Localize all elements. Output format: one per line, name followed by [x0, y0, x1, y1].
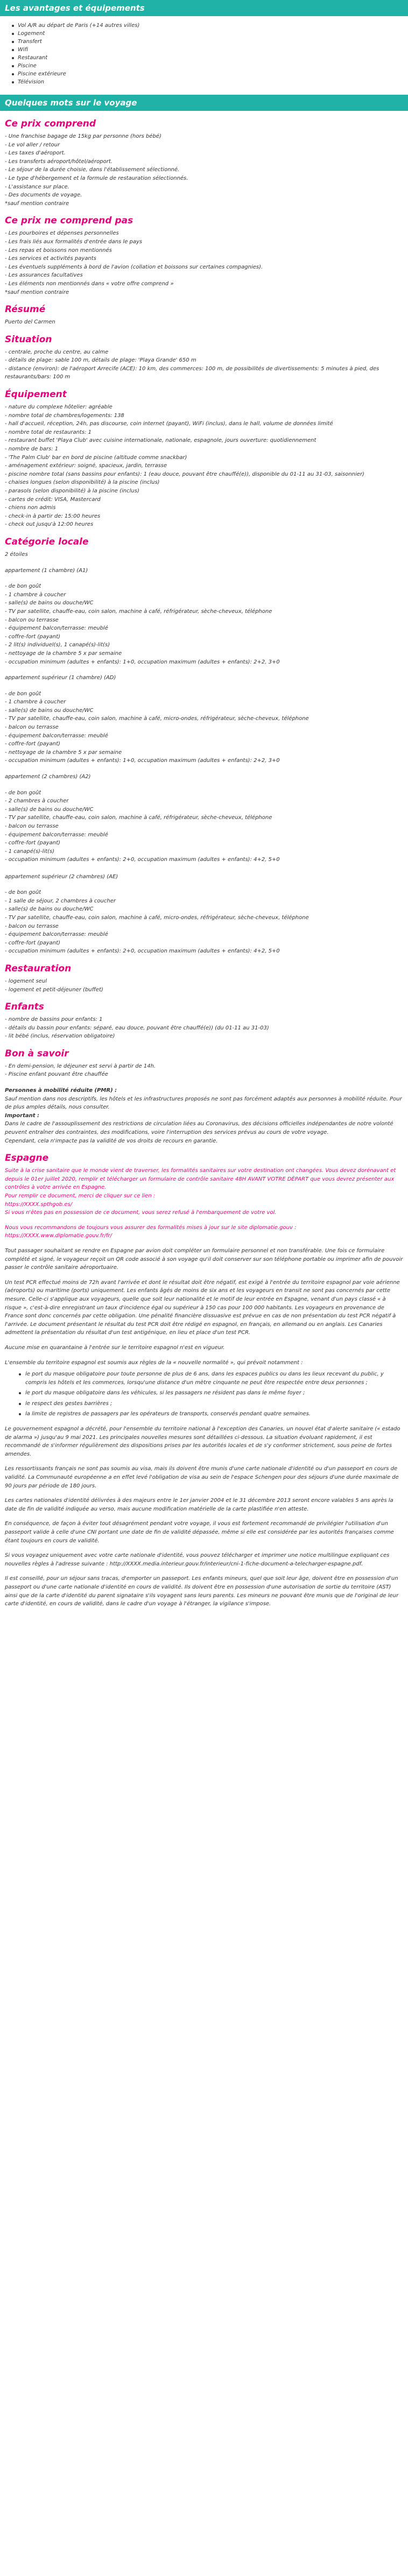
room-line: - équipement balcon/terrasse: meublé — [5, 625, 108, 632]
room-line: - coffre-fort (payant) — [5, 840, 60, 846]
room-line: - salle(s) de bains ou douche/WC — [5, 906, 94, 913]
espagne-title: Espagne — [5, 1153, 49, 1164]
room-line: - salle(s) de bains ou douche/WC — [5, 707, 94, 714]
equipement-line: - check-in à partir de: 15:00 heures — [5, 513, 101, 519]
room-block — [5, 674, 403, 765]
room-line: - équipement balcon/terrasse: meublé — [5, 931, 108, 938]
equipement-line: - restaurant buffet 'Playa Club' avec cuisine internationale, nationale, espagnole, jours ouverture: quotidiennement — [5, 437, 316, 444]
avantage-item: Piscine — [12, 62, 408, 70]
espagne-p1: Tout passager souhaitant se rendre en Espagne par avion doit compléter un formulaire personnel et non transférable. Une fois ce formulaire complété et signé, le voyageur reçoit un QR code associé à son voyage qu'il doit conserver sur son téléphone portable ou imprimer afin de pouvoir passer le contrôle sanitaire aéroportuaire. — [5, 1247, 403, 1271]
enfants-line: - lit bébé (inclus, réservation obligatoire) — [5, 1033, 115, 1040]
restauration-line: - logement et petit-déjeuner (buffet) — [5, 986, 103, 993]
room-line: - balcon ou terrasse — [5, 724, 59, 731]
room-line: - salle(s) de bains ou douche/WC — [5, 806, 94, 813]
avantage-item: Piscine extérieure — [12, 70, 408, 78]
rooms-list — [5, 567, 403, 956]
room-line: - 1 salle de séjour, 2 chambres à coucher — [5, 898, 116, 904]
equipement-line: - aménagement extérieur: soigné, spacieux, jardin, terrasse — [5, 463, 167, 469]
espagne-rule-item: le respect des gestes barrières ; — [19, 1400, 403, 1408]
room-line: - occupation minimum (adultes + enfants): 2+0, occupation maximum (adultes + enfants): 4+2, 5+0 — [5, 948, 280, 955]
room-line: - de bon goût — [5, 789, 41, 796]
prix-ne-comprend-line: - Les services et activités payants — [5, 256, 96, 262]
room-heading: appartement (2 chambres) (A2) — [5, 774, 91, 780]
room-line: - occupation minimum (adultes + enfants): 1+0, occupation maximum (adultes + enfants): 2+2, 3+0 — [5, 659, 280, 665]
prix-comprend-line: - Le vol aller / retour — [5, 142, 60, 148]
room-line: - nettoyage de la chambre 5 x par semaine — [5, 650, 122, 657]
situation-lines — [5, 348, 403, 382]
room-block — [5, 888, 403, 956]
enfants-line: - nombre de bassins pour enfants: 1 — [5, 1017, 103, 1023]
equipement-line: - 'The Palm Club' bar en bord de piscine (altitude comme snackbar) — [5, 454, 187, 461]
enfants-line: - détails du bassin pour enfants: séparé, eau douce, pouvant être chauffé(e)) (du 01-11 au 31-03) — [5, 1025, 269, 1031]
avantages-header — [0, 0, 408, 16]
room-heading: appartement supérieur (1 chambre) (AD) — [5, 675, 116, 681]
room-line: - occupation minimum (adultes + enfants): 2+0, occupation maximum (adultes + enfants): 4+2, 5+0 — [5, 857, 280, 863]
espagne-p2: Un test PCR effectué moins de 72h avant l'arrivée et dont le résultat doit être négatif, est exigé à l'entrée du territoire espagnol par voie aérienne (aéroports) ou maritime (ports) uniquement. Les enfants âgés de moins de six ans et les voyageurs en transit ne sont pas concernés par cette mesure. Celle-ci s'applique aux voyageurs, quelle que soit leur nationalité et le motif de leur entrée en Espagne, venant d'un pays classé « à risque », c'est-à-dire enregistrant un taux d'incidence égal ou supérieur à 150 cas pour 100 000 habitants. Les voyageurs en provenance de France sont donc concernés par cette obligation. Une pénalité financière dissuasive est prévue en cas de non présentation du test PCR négatif à l'arrivée. Le document présentant le résultat du test PCR doit être rédigé en espagnol, en français, en allemand ou en anglais. Les Canaries admettent la présentation du résultat d'un test antigénique, en lieu et place d'un test PCR. — [5, 1279, 400, 1336]
prix-ne-comprend-title: Ce prix ne comprend pas — [5, 215, 133, 227]
avantage-item: Télévision — [12, 78, 408, 86]
espagne-p8: En conséquence, de façon à éviter tout désagrément pendant votre voyage, il vous est fortement recommandé de privilégier l'utilisation d'un passeport valide à celle d'une CNI portant une date de fin de validité dépassée, même si elle est considérée par les autorités françaises comme étant toujours en cours de validité. — [5, 1521, 394, 1544]
room-line: - de bon goût — [5, 583, 41, 590]
restauration-title: Restauration — [5, 963, 72, 974]
important-text-2: Cependant, cela n'impacte pas la validité de vos droits de recours en garantie. — [5, 1138, 218, 1144]
categorie-line: 2 étoiles — [5, 551, 28, 557]
room-line: appartement supérieur (2 chambres) (AE) — [5, 873, 118, 880]
prix-comprend-line: - Des documents de voyage. — [5, 192, 82, 199]
room-line: - TV par satellite, chauffe-eau, coin salon, machine à café, micro-ondes, réfrigérateur, sèche-cheveux, téléphone — [5, 914, 309, 921]
room-line: - 1 chambre à coucher — [5, 699, 66, 705]
room-heading: appartement (1 chambre) (A1) — [5, 567, 88, 574]
avantages-section — [0, 16, 408, 95]
restauration-line: - logement seul — [5, 978, 47, 984]
room-line: - TV par satellite, chauffe-eau, coin salon, machine à café, micro-ondes, réfrigérateur, sèche-cheveux, téléphone — [5, 716, 309, 722]
espagne-p4: L'ensemble du territoire espagnol est soumis aux règles de la « nouvelle normalité », qui prévoit notamment : — [5, 1359, 303, 1366]
situation-line: - centrale, proche du centre, au calme — [5, 349, 109, 355]
prix-ne-comprend-line: - Les frais liés aux formalités d'entrée dans le pays — [5, 238, 143, 245]
espagne-diplomatie — [5, 1224, 403, 1240]
room-block — [5, 567, 403, 667]
equipement-line: - hall d'accueil, réception, 24h, pas discourse, coin internet (payant), WiFi (inclus), dans le hall, volume de données limité — [5, 421, 333, 427]
avantages-title: Les avantages et équipements — [5, 3, 145, 13]
equipement-line: - nombre total de restaurants: 1 — [5, 429, 92, 435]
avantage-item: Restaurant — [12, 54, 408, 62]
espagne-diplomatie-text: Nous vous recommandons de toujours vous assurer des formalités mises à jour sur le site diplomatie.gouv : https://XXXX.www.diplomatie.gouv.fr/fr/ — [5, 1224, 297, 1239]
espagne-alert-1: Suite à la crise sanitaire que le monde vient de traverser, les formalités sanitaires sur votre destination ont changées. Vous devez dorénavant et depuis le 01er juillet 2020, remplir et télécharger un formulaire de contrôle sanitaire 48H AVANT VOTRE DÉPART que vous devrez présenter aux contrôles à votre arrivée en Espagne. — [5, 1168, 396, 1191]
prix-ne-comprend-line: - Les éléments non mentionnés dans « votre offre comprend » — [5, 280, 174, 287]
room-line: - 1 canapé(s)-lit(s) — [5, 848, 55, 855]
room-line: - coffre-fort (payant) — [5, 633, 60, 640]
room-line — [5, 864, 403, 873]
espagne-rule-item: le port du masque obligatoire dans les véhicules, si les passagers ne résident pas dans le même foyer ; — [19, 1389, 403, 1398]
room-line: - 1 chambre à coucher — [5, 591, 66, 598]
espagne-form-link[interactable]: https://XXXX.spthgob.es/ — [5, 1201, 72, 1208]
resume-lines — [5, 318, 403, 327]
prix-comprend-line: - Le séjour de la durée choisie, dans l'établissement sélectionné. — [5, 167, 180, 173]
prix-ne-comprend-line: *sauf mention contraire — [5, 289, 69, 295]
espagne-p9: Si vous voyagez uniquement avec votre carte nationale d'identité, vous pouvez télécharger et imprimer une notice multilingue expliquant ces nouvelles règles à l'adresse suivante : http://XXXX.media.interieur.gouv.fr/interieur/cni-1-fiche-document-a-telecharger-espagne.pdf. — [5, 1552, 390, 1567]
room-line: - balcon ou terrasse — [5, 617, 59, 623]
categorie-lines — [5, 551, 403, 559]
espagne-p10: Il est conseillé, pour un séjour sans tracas, d'emporter un passeport. Les enfants mineurs, quel que soit leur âge, doivent être en possession d'un passeport ou d'une carte nationale d'identité en cours de validité. Ils doivent être en possession d'une autorisation de sortie du territoire (AST) ainsi que de la carte d'identité du parent signataire s'ils voyagent sans leurs parents. Les mineurs ne pouvant être munis que de l'original de leur carte d'identité, en cours de validité, dans le cadre d'un voyage à l'étranger, la vigilance s'impose. — [5, 1576, 399, 1607]
prix-comprend-line: *sauf mention contraire — [5, 200, 69, 207]
prix-ne-comprend-lines — [5, 229, 403, 297]
important-heading: Important : — [5, 1112, 40, 1119]
espagne-p7: Les cartes nationales d'identité délivrées à des majeurs entre le 1er janvier 2004 et le 31 décembre 2013 seront encore valables 5 ans après la date de fin de validité indiquée au verso, mais aucune modification matérielle de la carte plastifiée n'en atteste. — [5, 1498, 393, 1512]
room-line: - TV par satellite, chauffe-eau, coin salon, machine à café, réfrigérateur, sèche-cheveux, téléphone — [5, 815, 272, 821]
pmr-block — [5, 1086, 403, 1145]
quelques-mots-title: Quelques mots sur le voyage — [5, 98, 137, 108]
equipement-line: - nature du complexe hôtelier: agréable — [5, 404, 112, 411]
equipement-line: - check out jusqu'à 12:00 heures — [5, 521, 94, 528]
espagne-alert-4: Si vous n'êtes pas en possession de ce document, vous serez refusé à l'embarquement de votre vol. — [5, 1210, 277, 1216]
room-line: - balcon ou terrasse — [5, 823, 59, 829]
room-line: - 2 lit(s) individuel(s), 1 canapé(s)-lit(s) — [5, 642, 110, 648]
resume-title: Résumé — [5, 304, 46, 315]
room-line: - TV par satellite, chauffe-eau, coin salon, machine à café, réfrigérateur, sèche-cheveux, téléphone — [5, 608, 272, 615]
situation-title: Situation — [5, 334, 52, 345]
room-line: - nettoyage de la chambre 5 x par semaine — [5, 749, 122, 756]
room-line: - coffre-fort (payant) — [5, 741, 60, 747]
pmr-heading: Personnes à mobilité réduite (PMR) : — [5, 1088, 117, 1094]
avantages-list — [0, 22, 408, 86]
bon-savoir-title: Bon à savoir — [5, 1048, 69, 1059]
equipement-line: - cartes de crédit: VISA, Mastercard — [5, 496, 101, 503]
prix-comprend-lines — [5, 132, 403, 208]
prix-comprend-line: - Une franchise bagage de 15kg par personne (hors bébé) — [5, 133, 161, 139]
equipement-lines — [5, 403, 403, 529]
equipement-title: Équipement — [5, 389, 67, 400]
room-line: - 2 chambres à coucher — [5, 798, 69, 804]
prix-comprend-line: - L'assistance sur place. — [5, 184, 69, 190]
equipement-line: - nombre de bars: 1 — [5, 446, 59, 453]
room-line: - balcon ou terrasse — [5, 923, 59, 929]
avantage-item: Wifi — [12, 46, 408, 54]
prix-ne-comprend-line: - Les assurances facultatives — [5, 272, 83, 279]
espagne-p5: Le gouvernement espagnol a décrété, pour l'ensemble du territoire national à l'exception des Canaries, un nouvel état d'alerte sanitaire (« estado de alarma ») jusqu'au 9 mai 2021. Les principales nouvelles mesures sont détaillées ci-dessous. La situation évoluant rapidement, il est recommandé de s'informer régulièrement des dispositions prises par les autorités locales et de s'y conformer strictement, sous peine de fortes amendes. — [5, 1426, 400, 1457]
room-line: - salle(s) de bains ou douche/WC — [5, 600, 94, 606]
restauration-lines — [5, 977, 403, 994]
avantage-item: Transfert — [12, 38, 408, 46]
situation-line: - détails de plage: sable 100 m, détails de plage: 'Playa Grande' 650 m — [5, 357, 196, 364]
avantage-item: Logement — [12, 30, 408, 38]
equipement-line: - parasols (selon disponibilité) à la piscine (inclus) — [5, 488, 139, 494]
situation-line: - distance (environ): de l'aéroport Arrecife (ACE): 10 km, des commerces: 100 m, de possibilités de divertissements: 5 minutes à pied, des restaurants/bars: 100 m — [5, 365, 379, 380]
prix-comprend-title: Ce prix comprend — [5, 118, 96, 129]
voyage-content — [0, 111, 408, 1626]
prix-comprend-line: - Les transferts aéroport/hôtel/aéroport. — [5, 158, 112, 165]
pmr-text: Sauf mention dans nos descriptifs, les hôtels et les infrastructures proposés ne sont pas forcément adaptés aux personnes à mobilité réduite. Pour de plus amples détails, nous consulter. — [5, 1096, 402, 1111]
room-line: - de bon goût — [5, 690, 41, 697]
bon-savoir-lines — [5, 1062, 403, 1079]
espagne-alert — [5, 1167, 403, 1217]
equipement-line: - chiens non admis — [5, 505, 56, 511]
quelques-mots-header — [0, 95, 408, 111]
equipement-line: - piscine nombre total (sans bassins pour enfants): 1 (eau douce, pouvant être chauffé(e)), disponible du 01-11 au 31-03, saisonnier) — [5, 471, 364, 477]
room-line: - équipement balcon/terrasse: meublé — [5, 831, 108, 838]
room-line: - occupation minimum (adultes + enfants): 1+0, occupation maximum (adultes + enfants): 2+2, 3+0 — [5, 758, 280, 764]
prix-ne-comprend-line: - Les éventuels suppléments à bord de l'avion (collation et boissons sur certaines compagnies). — [5, 264, 263, 270]
equipement-line: - chaises longues (selon disponibilité) à la piscine (inclus) — [5, 479, 160, 486]
room-block — [5, 773, 403, 881]
resume-line: Puerto del Carmen — [5, 319, 55, 326]
espagne-rules-list — [5, 1370, 403, 1418]
espagne-rule-item: la limite de registres de passagers par les opérateurs de transports, conservés pendant quatre semaines. — [19, 1410, 403, 1418]
espagne-alert-2: Pour remplir ce document, merci de cliquer sur ce lien : — [5, 1193, 156, 1199]
prix-comprend-line: - Les taxes d'aéroport. — [5, 150, 66, 157]
espagne-p3: Aucune mise en quarantaine à l'entrée sur le territoire espagnol n'est en vigueur. — [5, 1344, 225, 1351]
enfants-lines — [5, 1015, 403, 1041]
categorie-title: Catégorie locale — [5, 536, 89, 547]
room-line: - équipement balcon/terrasse: meublé — [5, 732, 108, 739]
prix-ne-comprend-line: - Les repas et boissons non mentionnés — [5, 247, 112, 253]
room-line: - coffre-fort (payant) — [5, 940, 60, 946]
espagne-rule-item: le port du masque obligatoire pour toute personne de plus de 6 ans, dans les espaces publics ou dans les lieux recevant du public, y compris les hôtels et les commerces, lorsqu'une distance d'un mètre cinquante ne peut être respectée entre deux personnes ; — [19, 1370, 403, 1387]
prix-comprend-line: - Le type d'hébergement et la formule de restauration sélectionnés. — [5, 175, 188, 181]
bon-savoir-line: - En demi-pension, le déjeuner est servi à partir de 14h. — [5, 1063, 156, 1069]
avantage-item: Vol A/R au départ de Paris (+14 autres villes) — [12, 22, 408, 30]
equipement-line: - nombre total de chambres/logements: 138 — [5, 412, 124, 419]
enfants-title: Enfants — [5, 1001, 44, 1013]
espagne-p6: Les ressortissants français ne sont pas soumis au visa, mais ils doivent être munis d'une carte nationale d'identité ou d'un passeport en cours de validité. La Communauté européenne a en effet levé l'obligation de visa au sein de l'espace Schengen pour des séjours d'une durée maximale de 90 jours par période de 180 jours. — [5, 1466, 399, 1489]
room-line: - de bon goût — [5, 890, 41, 896]
bon-savoir-line: - Piscine enfant pouvant être chauffée — [5, 1071, 108, 1078]
important-text: Dans le cadre de l'assouplissement des restrictions de circulation liées au Coronavirus, des décisions officielles indépendantes de notre volonté peuvent entraîner des contraintes, des modifications, voire l'interruption des services prévus au cours de votre voyage. — [5, 1121, 393, 1136]
prix-ne-comprend-line: - Les pourboires et dépenses personnelles — [5, 230, 119, 237]
